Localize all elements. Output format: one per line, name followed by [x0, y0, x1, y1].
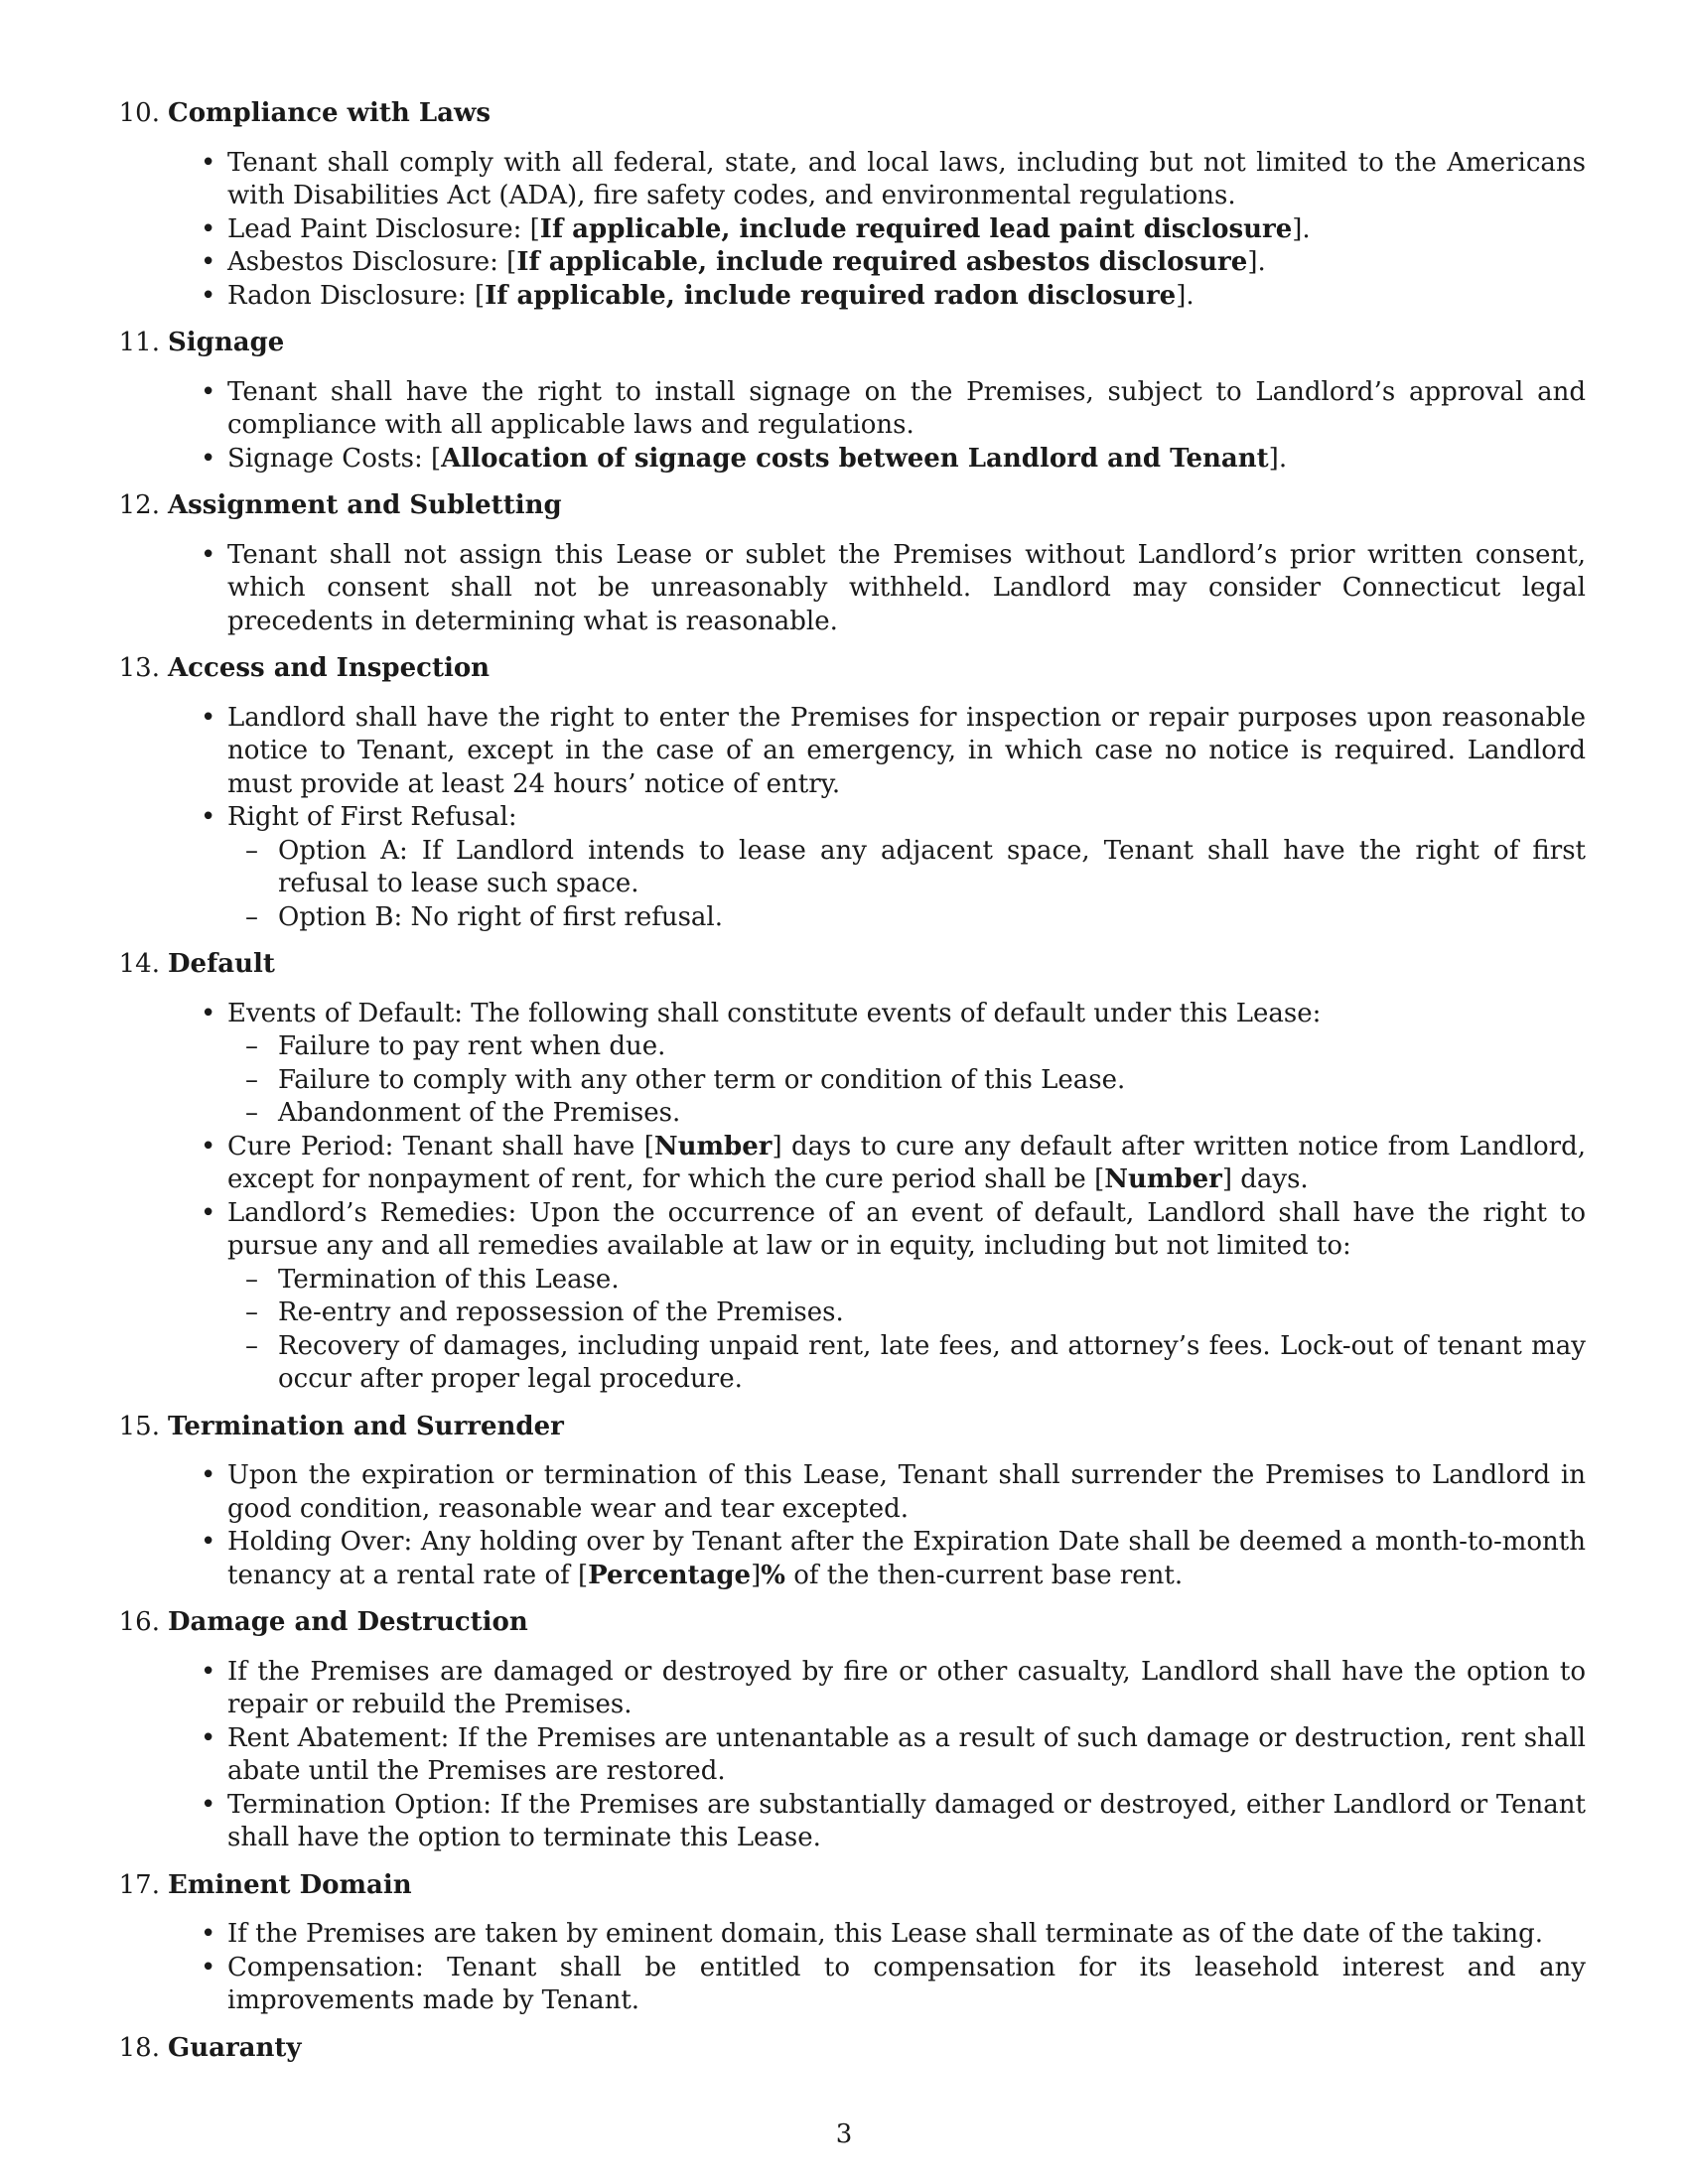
section: [116, 1411, 1586, 1593]
section-heading: [116, 2032, 1586, 2066]
sub-list-item: – Re-entry and repossession of the Premises.: [227, 1297, 1586, 1330]
item-text: Landlord shall have the right to enter the Premises for inspection or repair purposes upon reasonable notice to Tenant, except in the case of an emergency, in which case no notice is required. Landlord must provide at least 24 hours’ notice of entry.: [227, 702, 1586, 799]
section-title: Termination and Surrender: [168, 1411, 564, 1441]
section-number: 14.: [118, 949, 160, 979]
bullet-list: [116, 1656, 1586, 1855]
list-item: [116, 998, 1586, 1131]
sub-list-item: – Failure to pay rent when due.: [227, 1030, 1586, 1064]
section-title: Access and Inspection: [168, 653, 491, 683]
item-text: ].: [1247, 247, 1266, 277]
placeholder-text: %: [761, 1560, 785, 1590]
section: [116, 652, 1586, 934]
sub-list-item: – Recovery of damages, including unpaid rent, late fees, and attorney’s fees. Lock-out of tenant may occur after proper legal procedure.: [227, 1330, 1586, 1397]
lease-sections: [116, 97, 1586, 2079]
sub-list: [227, 1030, 1586, 1131]
bullet-list: [116, 376, 1586, 477]
section-number: 13.: [118, 653, 160, 683]
section-title: Eminent Domain: [168, 1869, 412, 1900]
section-heading: [116, 489, 1586, 523]
section-title: Compliance with Laws: [168, 98, 492, 128]
list-item: [116, 1131, 1586, 1197]
item-text: Events of Default: The following shall constitute events of default under this Lease:: [227, 998, 1322, 1028]
list-item: [116, 1722, 1586, 1789]
list-item: [116, 1952, 1586, 2018]
item-text: Tenant shall not assign this Lease or sublet the Premises without Landlord’s prior written consent, which consent shall not be unreasonably withheld. Landlord may consider Connecticut legal precedents in determining what is reasonable.: [227, 539, 1586, 636]
section-number: 16.: [118, 1607, 160, 1637]
list-item: [116, 1526, 1586, 1592]
section: [116, 2032, 1586, 2066]
list-item: [116, 801, 1586, 934]
list-item: [116, 1656, 1586, 1722]
item-text: Rent Abatement: If the Premises are untenantable as a result of such damage or destruction, rent shall abate until the Premises are restored.: [227, 1722, 1586, 1786]
section-number: 12.: [118, 490, 160, 520]
item-text: Compensation: Tenant shall be entitled to compensation for its leasehold interest and any improvements made by Tenant.: [227, 1952, 1586, 2015]
item-text: If the Premises are damaged or destroyed by fire or other casualty, Landlord shall have the option to repair or rebuild the Premises.: [227, 1656, 1586, 1719]
section: [116, 327, 1586, 476]
sub-list-item: – Option A: If Landlord intends to lease any adjacent space, Tenant shall have the right of first refusal to lease such space.: [227, 835, 1586, 901]
page-number: 3: [835, 2119, 853, 2149]
item-text: Holding Over: Any holding over by Tenant after the Expiration Date shall be deemed a month-to-month tenancy at a rental rate of [: [227, 1527, 1586, 1590]
sub-list: [227, 835, 1586, 935]
placeholder-text: If applicable, include required radon disclosure: [485, 280, 1177, 311]
list-item: [116, 147, 1586, 213]
sub-list-item: – Failure to comply with any other term or condition of this Lease.: [227, 1064, 1586, 1098]
bullet-list: [116, 998, 1586, 1397]
section-title: Damage and Destruction: [168, 1607, 528, 1637]
placeholder-text: Percentage: [588, 1560, 752, 1590]
section-number: 15.: [118, 1411, 160, 1441]
section: [116, 1606, 1586, 1855]
item-text: ] days to cure any default after written notice from Landlord, except for nonpayment of rent, for which the cure period shall be [: [227, 1131, 1587, 1194]
section-number: 17.: [118, 1869, 160, 1900]
section-heading: [116, 1606, 1586, 1640]
item-text: Lead Paint Disclosure: [: [227, 213, 540, 244]
sub-list-item: – Abandonment of the Premises.: [227, 1097, 1586, 1131]
section-title: Assignment and Subletting: [168, 490, 562, 520]
list-item: [116, 246, 1586, 280]
section-heading: [116, 948, 1586, 982]
item-text: Radon Disclosure: [: [227, 280, 486, 311]
bullet-list: [116, 702, 1586, 935]
bullet-list: [116, 1918, 1586, 2018]
section-heading: [116, 97, 1586, 131]
item-text: Upon the expiration or termination of this Lease, Tenant shall surrender the Premises to Landlord in good condition, reasonable wear and tear excepted.: [227, 1460, 1586, 1524]
item-text: Signage Costs: [: [227, 443, 442, 474]
item-text: ].: [1268, 443, 1288, 474]
section: [116, 1869, 1586, 2018]
bullet-list: [116, 539, 1586, 639]
item-text: of the then-current base rent.: [784, 1560, 1184, 1590]
section: [116, 948, 1586, 1397]
item-text: ].: [1292, 213, 1311, 244]
section-heading: [116, 327, 1586, 360]
list-item: [116, 1197, 1586, 1397]
bullet-list: [116, 1459, 1586, 1592]
section-number: 11.: [118, 328, 160, 357]
item-text: Tenant shall comply with all federal, state, and local laws, including but not limited to the Americans with Disabilities Act (ADA), fire safety codes, and environmental regulations.: [227, 147, 1586, 210]
section-heading: [116, 1411, 1586, 1444]
list-item: [116, 1918, 1586, 1952]
placeholder-text: Allocation of signage costs between Landlord and Tenant: [441, 443, 1269, 474]
placeholder-text: If applicable, include required asbestos disclosure: [516, 247, 1248, 277]
list-item: [116, 376, 1586, 443]
item-text: Cure Period: Tenant shall have [: [227, 1131, 654, 1161]
item-text: ]: [751, 1560, 762, 1590]
section-title: Signage: [168, 328, 285, 357]
list-item: [116, 1459, 1586, 1526]
section-heading: [116, 1869, 1586, 1903]
bullet-list: [116, 147, 1586, 314]
item-text: Tenant shall have the right to install signage on the Premises, subject to Landlord’s approval and compliance with all applicable laws and regulations.: [227, 376, 1586, 440]
item-text: Asbestos Disclosure: [: [227, 247, 517, 277]
list-item: [116, 213, 1586, 247]
section-title: Guaranty: [168, 2032, 302, 2063]
placeholder-text: If applicable, include required lead paint disclosure: [539, 213, 1293, 244]
item-text: Right of First Refusal:: [227, 802, 517, 832]
sub-list-item: – Option B: No right of first refusal.: [227, 901, 1586, 935]
item-text: If the Premises are taken by eminent domain, this Lease shall terminate as of the date of the taking.: [227, 1919, 1544, 1949]
list-item: [116, 539, 1586, 639]
list-item: [116, 702, 1586, 802]
item-text: Landlord’s Remedies: Upon the occurrence of an event of default, Landlord shall have the right to pursue any and all remedies available at law or in equity, including but not limited to:: [227, 1197, 1586, 1261]
section-number: 18.: [118, 2032, 160, 2063]
list-item: [116, 443, 1586, 477]
section: [116, 97, 1586, 313]
sub-list: [227, 1264, 1586, 1397]
item-text: ].: [1176, 280, 1195, 311]
placeholder-text: Number: [1104, 1164, 1222, 1194]
list-item: [116, 1789, 1586, 1855]
section: [116, 489, 1586, 638]
section-heading: [116, 652, 1586, 686]
item-text: Termination Option: If the Premises are substantially damaged or destroyed, either Landlord or Tenant shall have the option to terminate this Lease.: [227, 1789, 1586, 1852]
list-item: [116, 280, 1586, 314]
section-title: Default: [168, 949, 275, 979]
placeholder-text: Number: [653, 1131, 773, 1161]
item-text: ] days.: [1221, 1164, 1309, 1194]
sub-list-item: – Termination of this Lease.: [227, 1264, 1586, 1297]
section-number: 10.: [118, 98, 160, 128]
